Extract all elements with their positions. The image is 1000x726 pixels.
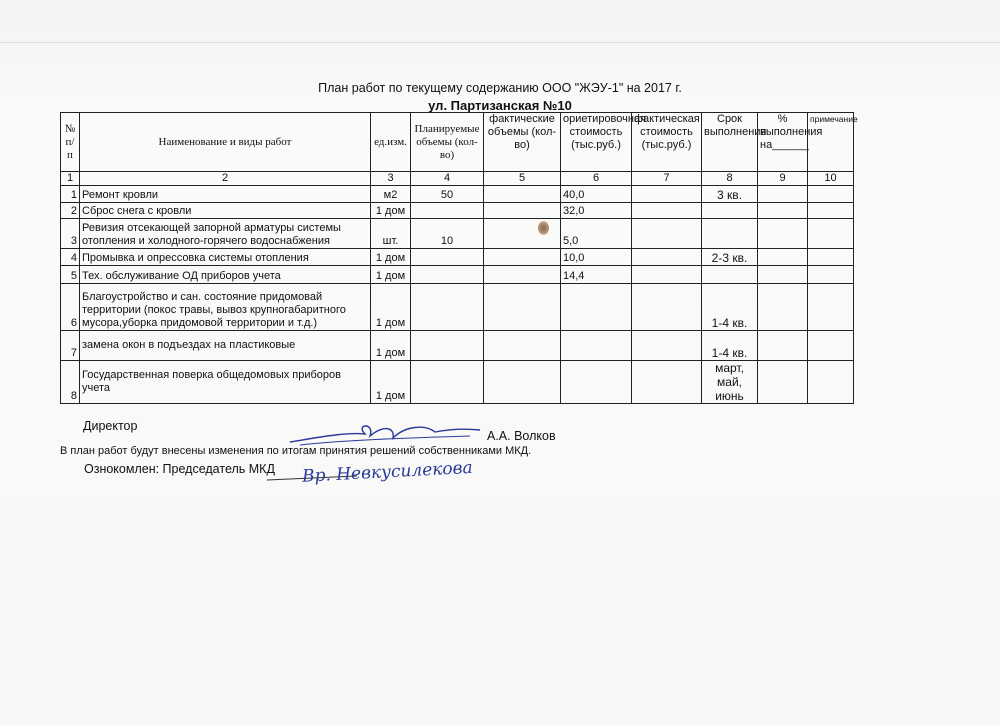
row-actual (484, 186, 561, 203)
column-number: 5 (484, 172, 561, 186)
row-act-cost (632, 361, 702, 404)
header-name: Наименование и виды работ (80, 113, 371, 172)
header-percent: % выполнения на______ (758, 113, 808, 172)
row-planned (411, 249, 484, 266)
row-percent (758, 266, 808, 284)
scan-edge (0, 42, 1000, 43)
row-num: 5 (61, 266, 80, 284)
row-percent (758, 203, 808, 219)
row-planned (411, 331, 484, 361)
column-number: 8 (702, 172, 758, 186)
row-planned (411, 284, 484, 331)
row-name: замена окон в подъездах на пластиковые (80, 331, 371, 361)
row-deadline: 3 кв. (702, 186, 758, 203)
row-deadline (702, 266, 758, 284)
row-act-cost (632, 331, 702, 361)
row-planned: 10 (411, 219, 484, 249)
row-deadline: март, май, июнь (702, 361, 758, 404)
director-label: Директор (83, 419, 138, 433)
row-unit: 1 дом (371, 361, 411, 404)
row-name: Тех. обслуживание ОД приборов учета (80, 266, 371, 284)
row-deadline (702, 203, 758, 219)
row-actual (484, 249, 561, 266)
table-row (61, 249, 854, 266)
row-actual (484, 361, 561, 404)
row-name: Ревизия отсекающей запорной арматуры системы отопления и холодного-горячего водоснабжения (80, 219, 371, 249)
row-est-cost: 5,0 (561, 219, 632, 249)
row-est-cost (561, 331, 632, 361)
table-row (61, 266, 854, 284)
row-deadline: 1-4 кв. (702, 284, 758, 331)
row-est-cost: 14,4 (561, 266, 632, 284)
row-name: Благоустройство и сан. состояние придомовай территории (покос травы, вывоз крупногабаритного мусора,уборка придомовой территории и т.д.) (80, 284, 371, 331)
row-est-cost: 10,0 (561, 249, 632, 266)
row-percent (758, 331, 808, 361)
row-act-cost (632, 203, 702, 219)
row-planned (411, 361, 484, 404)
column-number: 10 (808, 172, 854, 186)
work-plan-table (60, 112, 858, 404)
column-number: 7 (632, 172, 702, 186)
row-note (808, 186, 854, 203)
row-note (808, 266, 854, 284)
row-unit: 1 дом (371, 284, 411, 331)
column-number: 4 (411, 172, 484, 186)
document-address: ул. Партизанская №10 (428, 98, 572, 113)
row-actual (484, 284, 561, 331)
row-num: 7 (61, 331, 80, 361)
header-row (61, 113, 854, 172)
row-note (808, 203, 854, 219)
row-percent (758, 284, 808, 331)
row-name: Промывка и опрессовка системы отопления (80, 249, 371, 266)
row-num: 1 (61, 186, 80, 203)
column-number: 6 (561, 172, 632, 186)
header-planned-volume: Планируемые объемы (кол-во) (411, 113, 484, 172)
column-number: 2 (80, 172, 371, 186)
row-est-cost: 40,0 (561, 186, 632, 203)
chairman-signature (262, 456, 562, 488)
signature-handwriting: Вр. Невкусилекова (301, 457, 474, 487)
row-name: Сброс снега с кровли (80, 203, 371, 219)
row-actual (484, 203, 561, 219)
row-unit: м2 (371, 186, 411, 203)
row-num: 2 (61, 203, 80, 219)
row-name: Государственная поверка общедомовых приборов учета (80, 361, 371, 404)
row-percent (758, 361, 808, 404)
row-note (808, 361, 854, 404)
row-act-cost (632, 186, 702, 203)
row-percent (758, 219, 808, 249)
table-row (61, 186, 854, 203)
row-actual (484, 331, 561, 361)
paper-stain (538, 221, 549, 235)
document-title: План работ по текущему содержанию ООО "ЖЭУ-1" на 2017 г. (318, 81, 682, 95)
table-row (61, 203, 854, 219)
row-planned (411, 266, 484, 284)
header-actual-cost: фактическая стоимость (тыс.руб.) (632, 113, 702, 172)
column-number: 3 (371, 172, 411, 186)
footer-note: В план работ будут внесены изменения по итогам принятия решений собственниками МКД. (60, 445, 532, 457)
header-num: № п/п (61, 113, 80, 172)
row-note (808, 219, 854, 249)
row-unit: 1 дом (371, 249, 411, 266)
table-row (61, 219, 854, 249)
header-deadline: Срок выполнения (702, 113, 758, 172)
row-deadline: 2-3 кв. (702, 249, 758, 266)
row-act-cost (632, 266, 702, 284)
row-num: 4 (61, 249, 80, 266)
column-number: 9 (758, 172, 808, 186)
row-note (808, 249, 854, 266)
header-estimated-cost: ориетировочная стоимость (тыс.руб.) (561, 113, 632, 172)
row-act-cost (632, 249, 702, 266)
row-deadline: 1-4 кв. (702, 331, 758, 361)
row-est-cost: 32,0 (561, 203, 632, 219)
header-note: примечание (808, 113, 854, 172)
row-planned: 50 (411, 186, 484, 203)
row-unit: 1 дом (371, 331, 411, 361)
row-name: Ремонт кровли (80, 186, 371, 203)
row-num: 6 (61, 284, 80, 331)
row-deadline (702, 219, 758, 249)
row-planned (411, 203, 484, 219)
row-unit: шт. (371, 219, 411, 249)
row-note (808, 284, 854, 331)
row-actual (484, 266, 561, 284)
row-unit: 1 дом (371, 203, 411, 219)
column-number: 1 (61, 172, 80, 186)
row-actual (484, 219, 561, 249)
row-act-cost (632, 219, 702, 249)
acknowledged-label: Ознокомлен: Председатель МКД (84, 462, 275, 476)
table-row (61, 284, 854, 331)
row-percent (758, 186, 808, 203)
row-percent (758, 249, 808, 266)
row-act-cost (632, 284, 702, 331)
table-row (61, 331, 854, 361)
row-est-cost (561, 284, 632, 331)
row-note (808, 331, 854, 361)
row-est-cost (561, 361, 632, 404)
header-unit: ед.изм. (371, 113, 411, 172)
row-num: 3 (61, 219, 80, 249)
director-name: А.А. Волков (487, 429, 556, 443)
row-num: 8 (61, 361, 80, 404)
header-actual-volume: фактические объемы (кол-во) (484, 113, 561, 172)
column-number-row (61, 172, 854, 186)
table-row (61, 361, 854, 404)
row-unit: 1 дом (371, 266, 411, 284)
